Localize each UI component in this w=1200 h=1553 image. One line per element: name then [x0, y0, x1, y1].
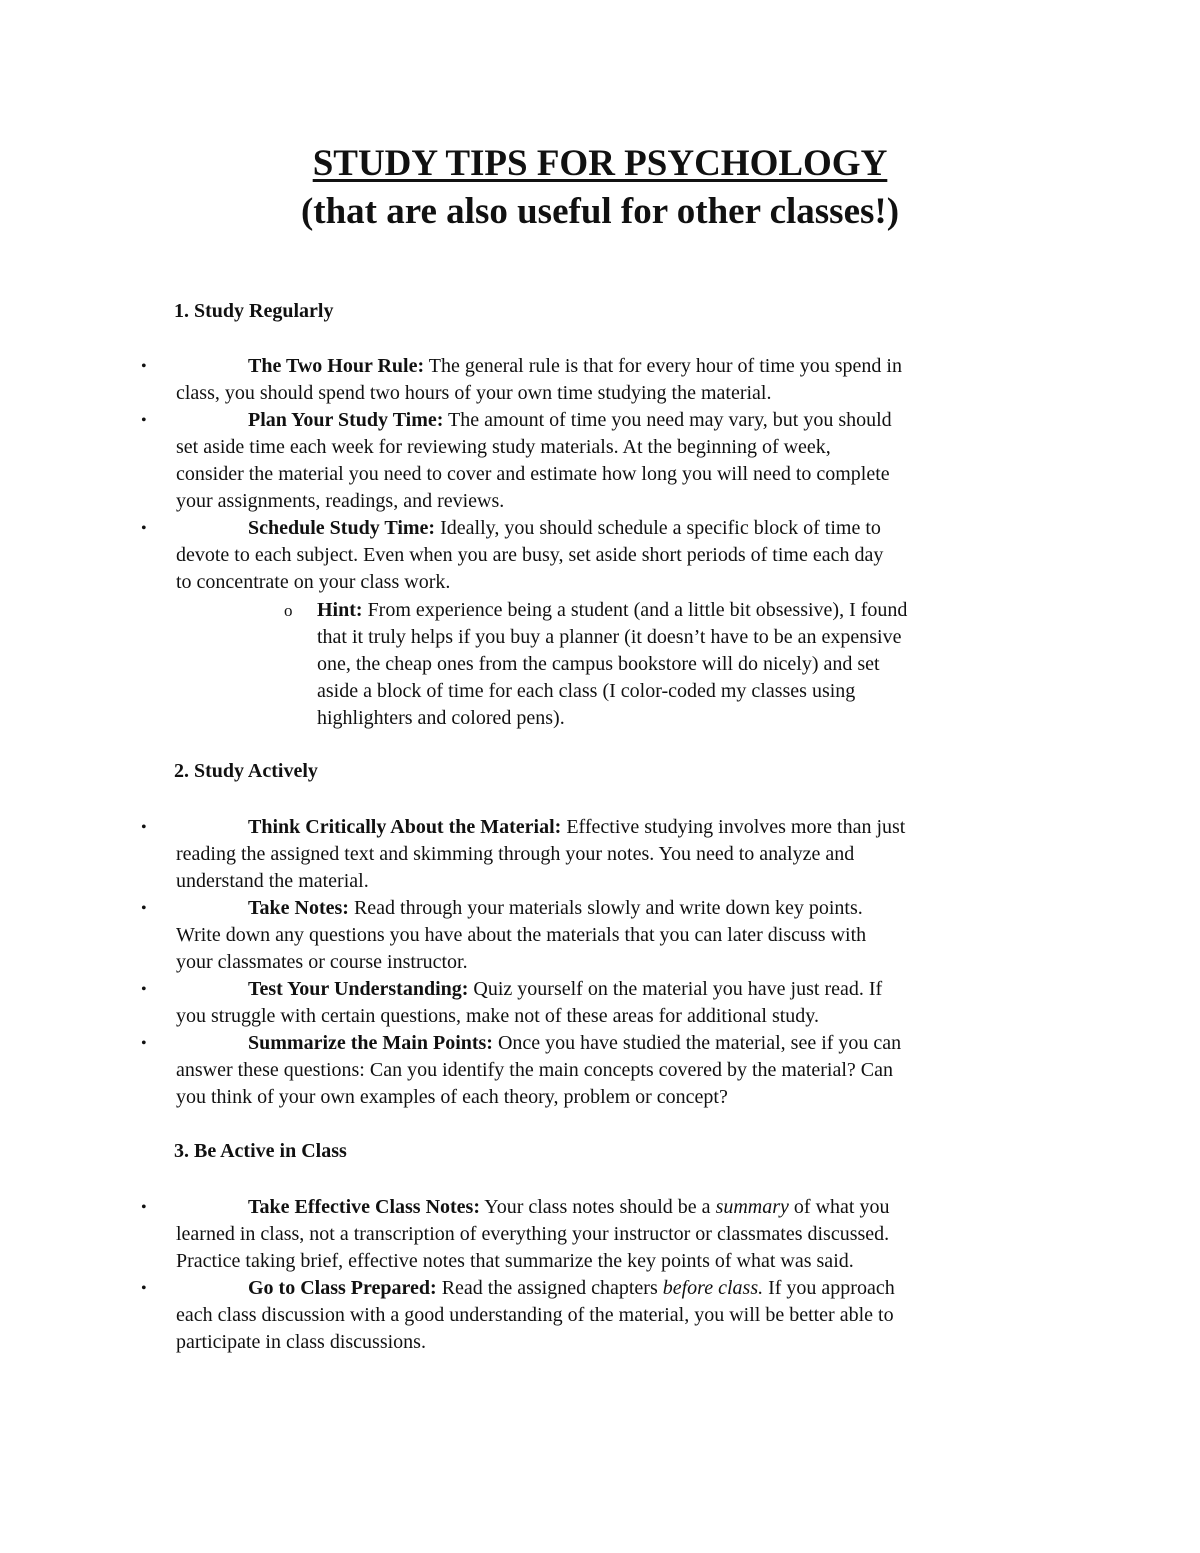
item-label: Take Effective Class Notes:	[248, 1196, 481, 1218]
item-text: learned in class, not a transcription of everything your instructor or classmates discussed.	[176, 1223, 890, 1245]
item-label: The Two Hour Rule:	[248, 355, 425, 377]
item-text: The amount of time you need may vary, but you should	[443, 409, 892, 431]
bullet-icon: •	[141, 1280, 147, 1297]
item-text: Ideally, you should schedule a specific block of time to	[435, 517, 881, 539]
item-text: class, you should spend two hours of your own time studying the material.	[176, 382, 772, 404]
item-text: set aside time each week for reviewing study materials. At the beginning of week,	[176, 436, 831, 458]
list-item	[141, 1030, 1036, 1111]
list-item	[141, 1275, 1036, 1356]
item-text: reading the assigned text and skimming through your notes. You need to analyze and	[176, 843, 855, 865]
item-text: you think of your own examples of each theory, problem or concept?	[176, 1086, 728, 1108]
bullet-icon: •	[141, 900, 147, 917]
list-item	[141, 1194, 1036, 1275]
item-text: Read the assigned chapters	[436, 1277, 663, 1299]
item-text: to concentrate on your class work.	[176, 571, 451, 593]
bullet-icon: •	[141, 819, 147, 836]
title-subtitle: (that are also useful for other classes!)	[300, 191, 900, 232]
item-text: The general rule is that for every hour of time you spend in	[424, 355, 902, 377]
item-text: consider the material you need to cover and estimate how long you will need to complete	[176, 463, 890, 485]
item-text: Your class notes should be a	[480, 1196, 716, 1218]
item-text: Read through your materials slowly and write down key points.	[348, 897, 863, 919]
item-text: Practice taking brief, effective notes that summarize the key points of what was said.	[176, 1250, 854, 1272]
item-text: devote to each subject. Even when you are busy, set aside short periods of time each day	[176, 544, 884, 566]
document-title	[0, 140, 1200, 236]
hint-text: From experience being a student (and a little bit obsessive), I found	[362, 599, 908, 621]
section-heading-be-active-in-class: 3. Be Active in Class	[174, 1140, 347, 1162]
bullet-icon: •	[141, 981, 147, 998]
item-label: Think Critically About the Material:	[248, 816, 562, 838]
item-label: Test Your Understanding:	[248, 978, 469, 1000]
item-text: answer these questions: Can you identify the main concepts covered by the material? Can	[176, 1059, 894, 1081]
hint-text: one, the cheap ones from the campus bookstore will do nicely) and set	[317, 653, 880, 675]
item-label: Summarize the Main Points:	[248, 1032, 493, 1054]
hint-text: aside a block of time for each class (I color-coded my classes using	[317, 680, 856, 702]
item-text: Effective studying involves more than just	[561, 816, 906, 838]
circle-bullet-icon: o	[284, 601, 293, 620]
section-heading-study-regularly: 1. Study Regularly	[174, 300, 334, 322]
bullet-icon: •	[141, 1035, 147, 1052]
list-item	[141, 814, 1036, 895]
list-item	[141, 976, 1036, 1030]
bullet-icon: •	[141, 1199, 147, 1216]
title-main: STUDY TIPS FOR PSYCHOLOGY	[312, 143, 888, 184]
item-text: you struggle with certain questions, make not of these areas for additional study.	[176, 1005, 819, 1027]
item-text: your classmates or course instructor.	[176, 951, 468, 973]
item-emphasis: before class.	[662, 1277, 764, 1299]
list-item	[141, 407, 1036, 515]
list-item	[141, 353, 1036, 407]
item-label: Go to Class Prepared:	[248, 1277, 437, 1299]
item-text: understand the material.	[176, 870, 369, 892]
bullet-icon: •	[141, 412, 147, 429]
bullet-icon: •	[141, 520, 147, 537]
bullet-icon: •	[141, 358, 147, 375]
list-item	[141, 895, 1036, 976]
item-text: your assignments, readings, and reviews.	[176, 490, 505, 512]
item-emphasis: summary	[715, 1196, 789, 1218]
item-text: of what you	[788, 1196, 890, 1218]
item-label: Take Notes:	[248, 897, 349, 919]
item-text: Quiz yourself on the material you have just read. If	[468, 978, 883, 1000]
item-text: If you approach	[763, 1277, 895, 1299]
item-label: Plan Your Study Time:	[248, 409, 444, 431]
section-heading-study-actively: 2. Study Actively	[174, 760, 318, 782]
hint-label: Hint:	[317, 599, 363, 621]
hint-text: that it truly helps if you buy a planner (it doesn’t have to be an expensive	[317, 626, 902, 648]
item-text: participate in class discussions.	[176, 1331, 426, 1353]
list-item	[141, 515, 1036, 596]
item-text: each class discussion with a good understanding of the material, you will be better able to	[176, 1304, 894, 1326]
hint-text: highlighters and colored pens).	[317, 707, 565, 729]
item-text: Once you have studied the material, see if you can	[492, 1032, 902, 1054]
item-text: Write down any questions you have about the materials that you can later discuss with	[176, 924, 867, 946]
hint-item	[284, 597, 1037, 732]
item-label: Schedule Study Time:	[248, 517, 436, 539]
